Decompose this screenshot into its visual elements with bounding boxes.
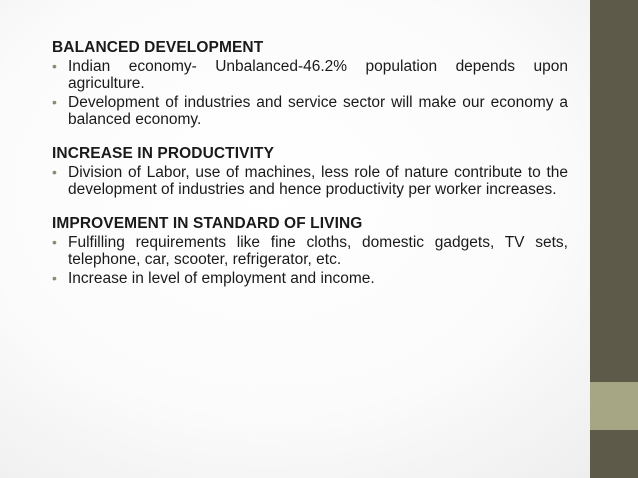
bullet-icon: •: [52, 164, 57, 180]
bullet-text: Division of Labor, use of machines, less role of nature contribute to the development of industries and hence productivity per worker increases.: [68, 164, 568, 198]
bullet-item: [52, 94, 568, 128]
bullet-text: Fulfilling requirements like fine cloths, domestic gadgets, TV sets, telephone, car, scooter, refrigerator, etc.: [68, 234, 568, 268]
bullet-icon: •: [52, 270, 57, 286]
bullet-text: Development of industries and service sector will make our economy a balanced economy.: [68, 94, 568, 128]
bullet-icon: •: [52, 234, 57, 250]
bullet-list-increase-in-productivity: [52, 164, 568, 198]
sidebar-accent-block: [590, 382, 638, 430]
section-heading-balanced-development: BALANCED DEVELOPMENT: [52, 39, 264, 56]
bullet-list-improvement-in-standard-of-living: [52, 234, 568, 287]
bullet-icon: •: [52, 58, 57, 74]
slide-content: [52, 36, 568, 287]
section-heading-improvement-in-standard-of-living: IMPROVEMENT IN STANDARD OF LIVING: [52, 215, 363, 232]
bullet-item: [52, 164, 568, 198]
section-heading-increase-in-productivity: INCREASE IN PRODUCTIVITY: [52, 145, 275, 162]
bullet-text: Increase in level of employment and income.: [68, 270, 375, 287]
bullet-list-balanced-development: [52, 58, 568, 128]
bullet-text: Indian economy- Unbalanced-46.2% population depends upon agriculture.: [68, 58, 568, 92]
bullet-item: [52, 270, 568, 287]
bullet-item: [52, 234, 568, 268]
bullet-item: [52, 58, 568, 92]
bullet-icon: •: [52, 94, 57, 110]
